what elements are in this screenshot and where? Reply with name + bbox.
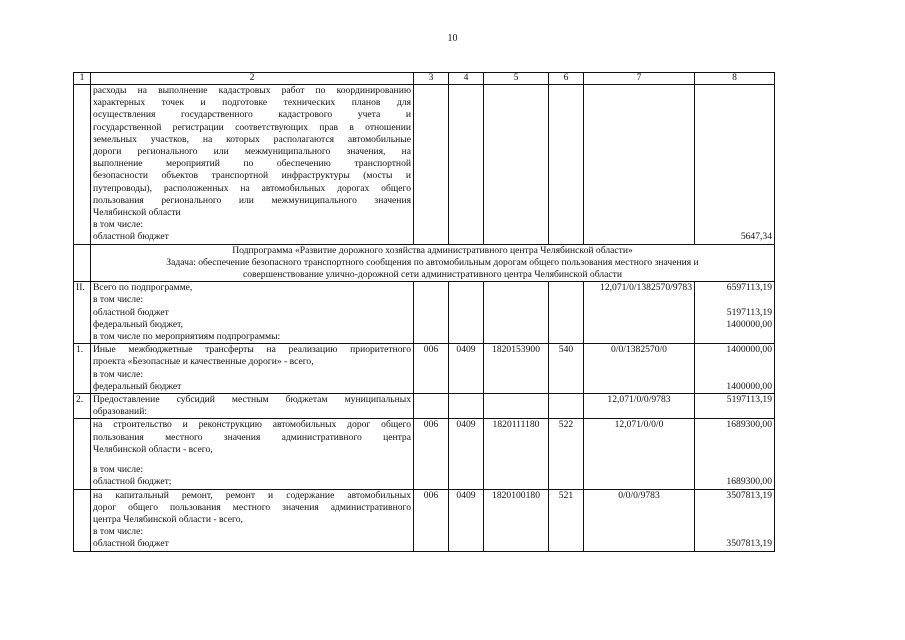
cell-col-5: 1820111180 [484,419,549,489]
item-description: на капитальный ремонт, ремонт и содержание автомобильных дорог общего пользования местного значения административного центра Челябинской области - всего, в том числе: областной бюджет [91,489,414,551]
cell-col-5: 1820153900 [484,344,549,394]
table-row-cadastral [74,85,775,245]
item-description: на строительство и реконструкцию автомобильных дорог общего пользования местного значения административного центра Челябинской области - всего, в том числе: областной бюджет; [91,419,414,489]
subprogram-header-row [74,244,775,282]
code-cell: 12,071/0/1382570/9783 [584,282,695,344]
cell-col-7: 12,071/0/0/0 [584,419,695,489]
amount-cell: 5647,34 [695,85,775,245]
column-header: 2 [91,73,414,85]
budget-table [73,72,775,552]
amount-cell: 3507813,19 3507813,19 [695,489,775,551]
column-header-row [74,73,775,85]
table-row-section-total [74,282,775,344]
cell-col-4: 0409 [449,344,484,394]
item-description: Иные межбюджетные трансферты на реализацию приоритетного проекта «Безопасные и качественные дороги» - всего, в том числе: федеральный бюджет [91,344,414,394]
table-row-item-2 [74,394,775,419]
cell-col-5: 1820100180 [484,489,549,551]
item-description: Предоставление субсидий местным бюджетам муниципальных образований: [91,394,414,419]
subprogram-title: Подпрограмма «Развитие дорожного хозяйства административного центра Челябинской области» Задача: обеспечение безопасного транспортного сообщения по автомобильным дорогам общего пользования местного значения и совершенствование улично-дорожной сети административного центра Челябинской области [91,244,775,282]
cell-col-6: 522 [549,419,584,489]
table-row-item-2b [74,489,775,551]
cadastral-description: расходы на выполнение кадастровых работ по координированию характерных точек и подготовке технических планов для осуществления государственного кадастрового учета и государственной регистрации соответствующих прав в отношении земельных участков, на которых располагаются автомобильные дороги регионального или межмуниципального значения, на выполнение мероприятий по обеспечению транспортной безопасности объектов транспортной инфраструктуры (мосты и путепроводы), расположенных на автомобильных дорогах общего пользования регионального или межмуниципального значения Челябинской области в том числе: областной бюджет [91,85,414,245]
row-number: II. [74,282,91,344]
cell-col-7: 0/0/1382570/0 [584,344,695,394]
cell-col-6: 540 [549,344,584,394]
cell-col-4: 0409 [449,419,484,489]
cell-col-6: 521 [549,489,584,551]
cell-col-3: 006 [414,489,449,551]
row-number: 1. [74,344,91,394]
column-header: 3 [414,73,449,85]
row-number: 2. [74,394,91,419]
amount-cell: 5197113,19 [695,394,775,419]
cell-col-3: 006 [414,419,449,489]
amount-cell: 1689300,00 1689300,00 [695,419,775,489]
cell-col-3: 006 [414,344,449,394]
column-header: 1 [74,73,91,85]
column-header: 5 [484,73,549,85]
cell-col-4: 0409 [449,489,484,551]
amount-cell: 6597113,19 5197113,19 1400000,00 [695,282,775,344]
section-description: Всего по подпрограмме, в том числе: областной бюджет федеральный бюджет, в том числе по мероприятиям подпрограммы: [91,282,414,344]
table-row-item-2a [74,419,775,489]
cell-col-7: 12,071/0/0/9783 [584,394,695,419]
column-header: 7 [584,73,695,85]
cell-col-7: 0/0/0/9783 [584,489,695,551]
table-row-item-1 [74,344,775,394]
column-header: 8 [695,73,775,85]
amount-cell: 1400000,00 1400000,00 [695,344,775,394]
column-header: 6 [549,73,584,85]
page-number: 10 [447,33,458,44]
column-header: 4 [449,73,484,85]
